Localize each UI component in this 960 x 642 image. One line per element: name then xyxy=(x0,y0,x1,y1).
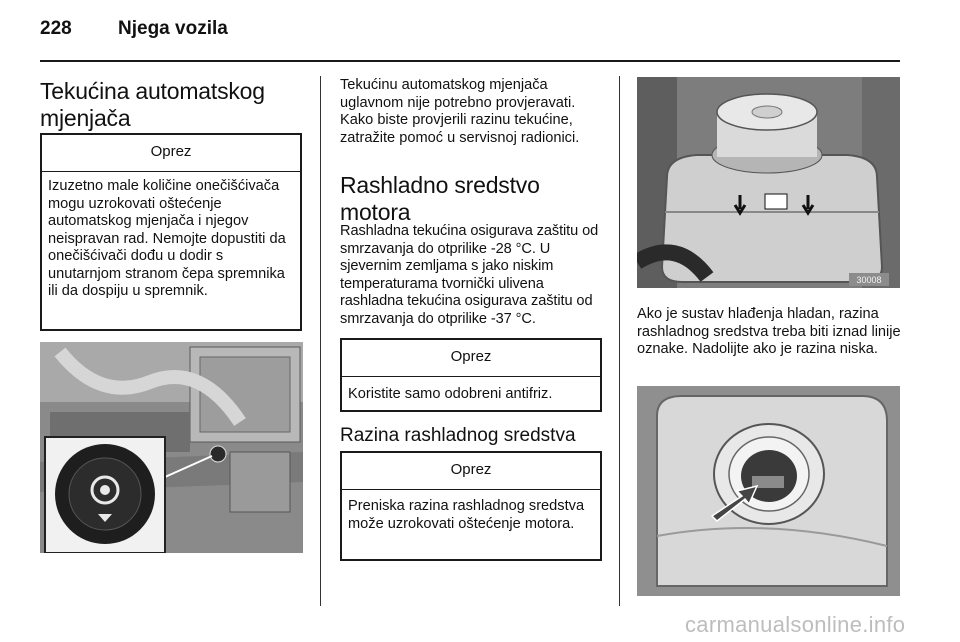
caution-text: Preniska razina rashladnog sredstva može uzrokovati oštećenje motora. xyxy=(348,498,585,532)
subheading-coolant-level: Razina rashladnog sredstva xyxy=(340,425,576,446)
transmission-check-text: Tekućinu automatskog mjenjača uglavnom nije potrebno provjeravati. Kako biste provjerili razinu tekućine, zatražite pomoć u servisnoj radionici. xyxy=(340,77,580,146)
caution-text: Izuzetno male količine onečišćivača mogu uzrokovati oštećenje automatskog mjenjača i njegov neispravan rad. Nemojte dopustiti da onečišćivači dođu u dodir s unutarnjom stranom čepa spremnika ili da dospiju u spremnik. xyxy=(48,178,286,299)
caution-box-transmission xyxy=(40,133,302,331)
engine-bay-photo xyxy=(40,342,303,553)
coolant-reservoir-photo xyxy=(637,77,900,288)
engine-bay-illustration xyxy=(40,342,303,553)
caution-title: Oprez xyxy=(42,135,300,172)
page-number: 228 xyxy=(40,18,72,39)
column-divider-1 xyxy=(320,76,321,606)
header-rule xyxy=(40,60,900,62)
caution-box-coolant-level xyxy=(340,451,602,561)
section-heading-coolant: Rashladno sredstvo motora xyxy=(340,172,540,225)
section-heading-transmission-fluid: Tekućina automatskog mjenjača xyxy=(40,78,265,131)
coolant-reservoir-illustration xyxy=(637,77,900,288)
reservoir-open-photo xyxy=(637,386,900,596)
reservoir-filler-illustration xyxy=(637,386,900,596)
caution-box-antifreeze xyxy=(340,338,602,412)
caution-title: Oprez xyxy=(342,340,600,377)
column-divider-2 xyxy=(619,76,620,606)
caution-title: Oprez xyxy=(342,453,600,490)
coolant-level-instructions: Ako je sustav hlađenja hladan, razina rashladnog sredstva treba biti iznad linije oznake. Nadolijte ako je razina niska. xyxy=(637,306,901,357)
chapter-title: Njega vozila xyxy=(118,18,228,39)
photo-code: 30008 xyxy=(856,275,882,285)
coolant-description: Rashladna tekućina osigurava zaštitu od smrzavanja do otprilike -28 °C. U sjevernim zemljama s jako niskim temperaturama tvornički ulivena rashladna tekućina osigurava zaštitu od smrzavanja do otprilike -37 °C. xyxy=(340,223,599,327)
caution-text: Koristite samo odobreni antifriz. xyxy=(348,386,553,402)
watermark: carmanualsonline.info xyxy=(685,612,906,637)
